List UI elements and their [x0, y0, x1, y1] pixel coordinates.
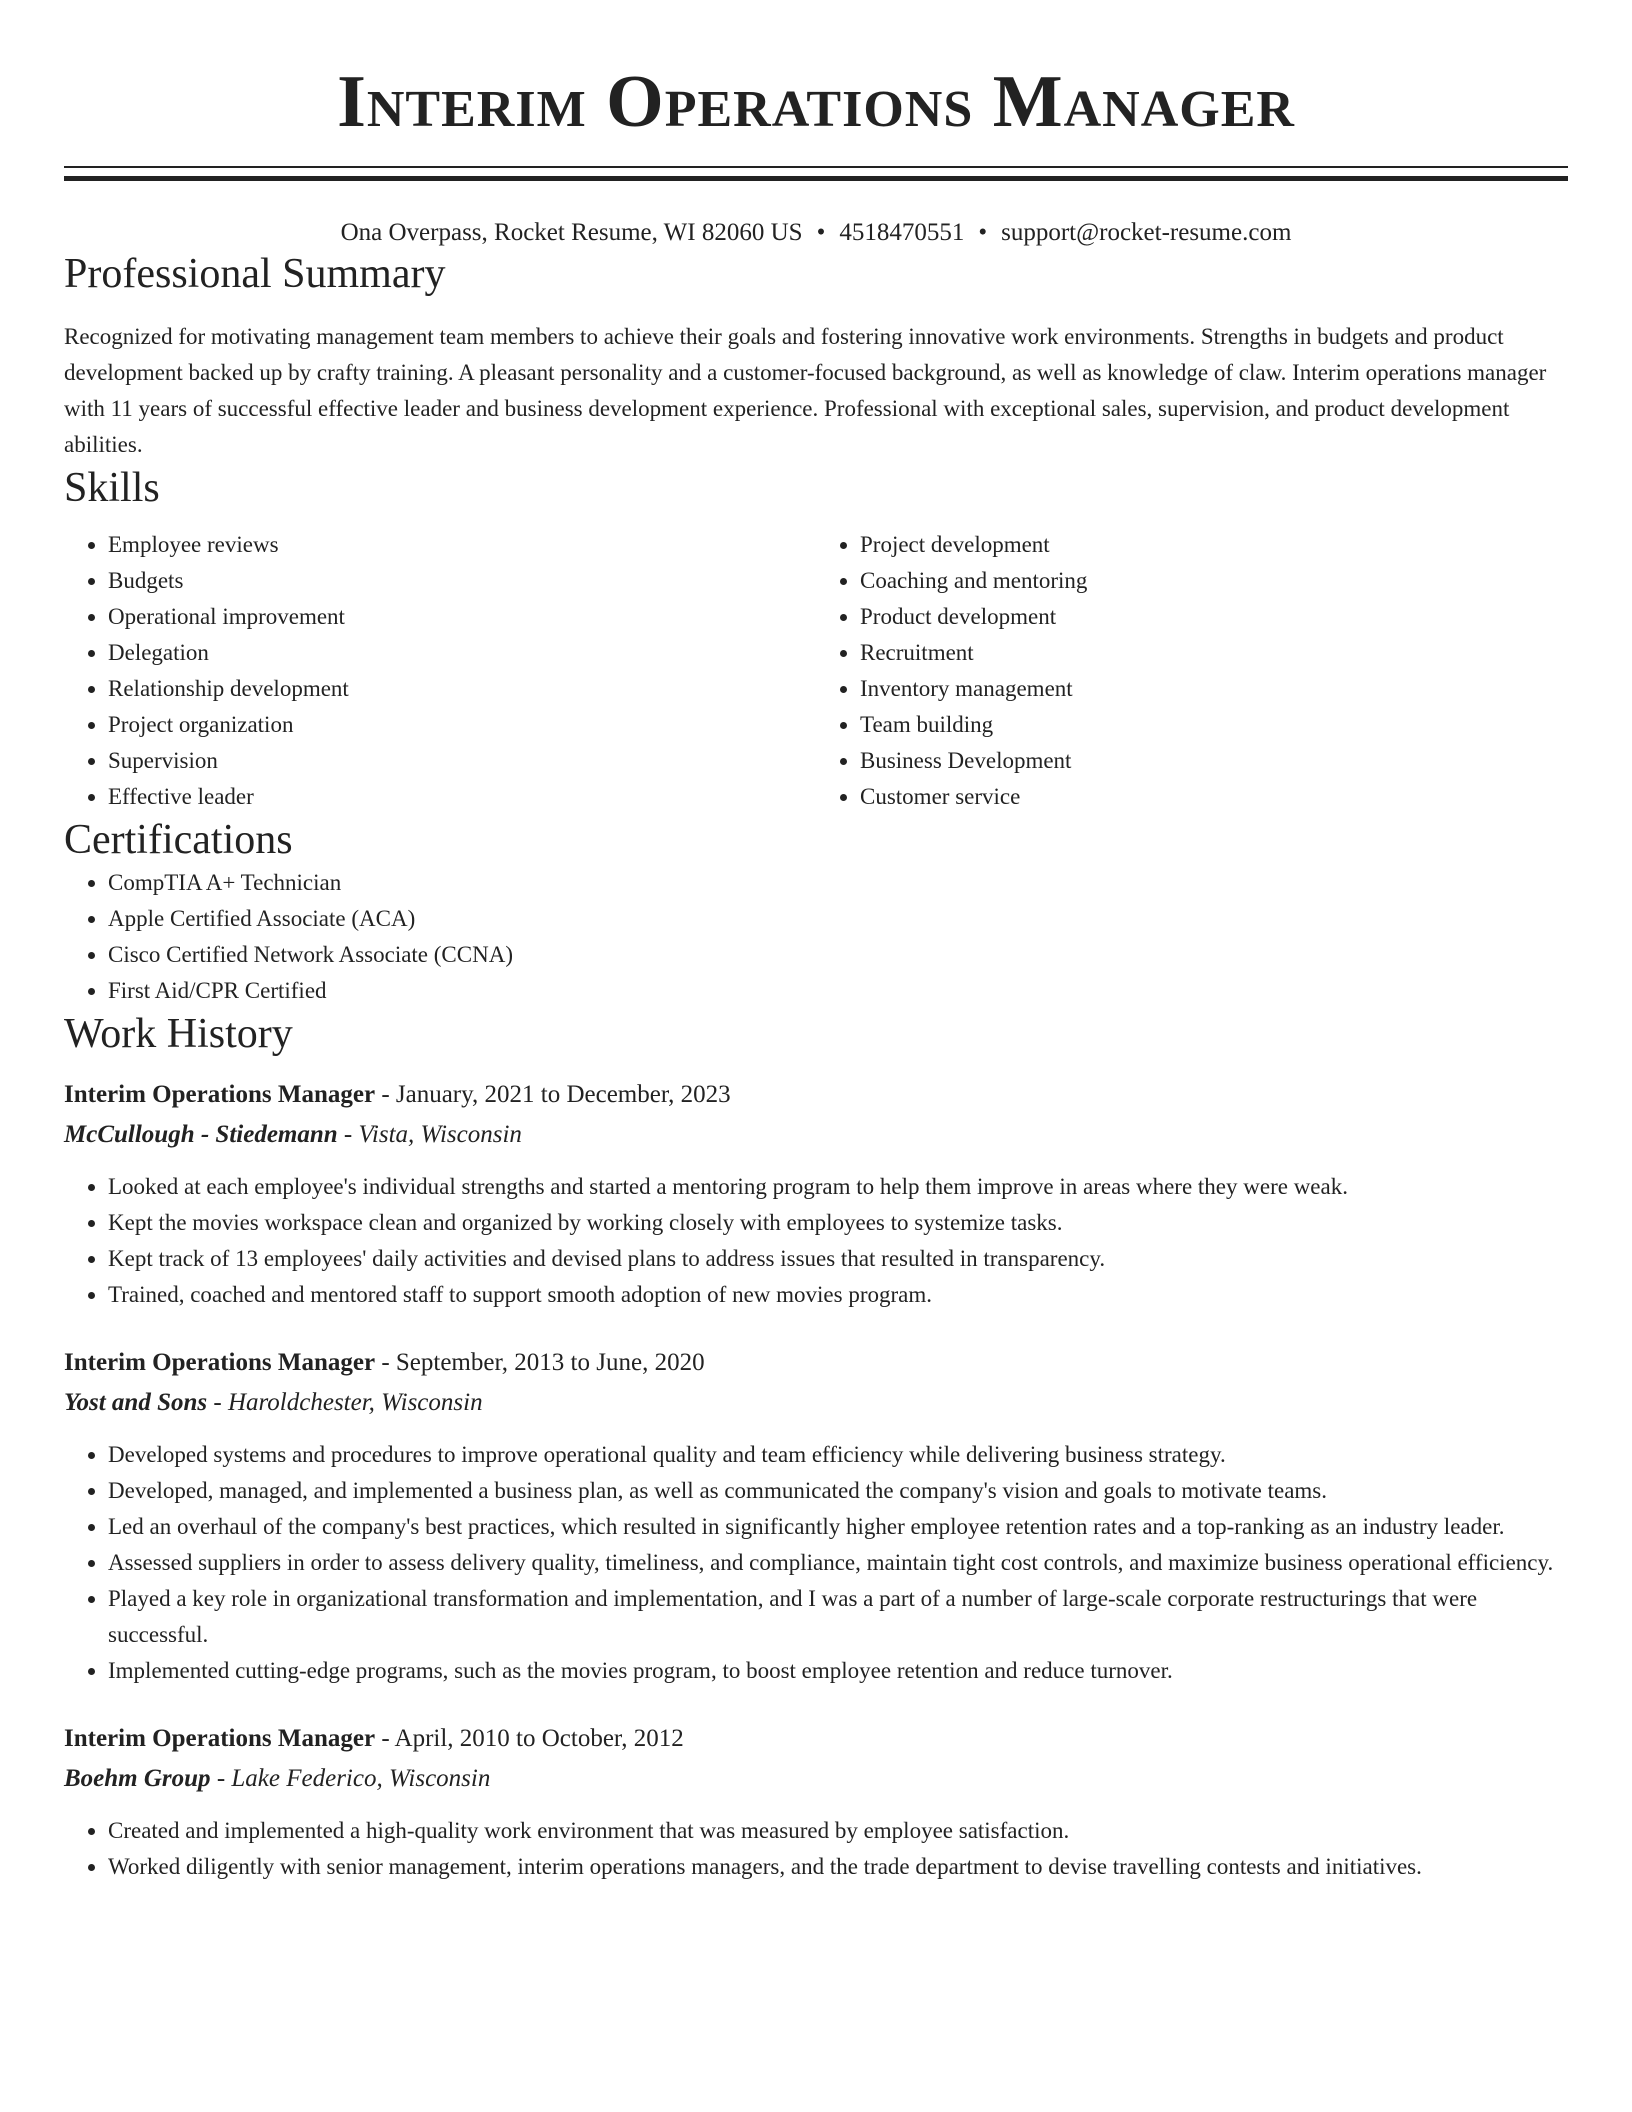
skills-list [64, 527, 1568, 815]
job-bullet: • Looked at each employee's individual strengths and started a mentoring program to help them improve in areas where they were weak. [108, 1169, 1568, 1205]
skill-item: • Employee reviews [108, 527, 816, 563]
title-divider-thick [64, 176, 1568, 181]
title-divider-thin [64, 166, 1568, 168]
job-location: - Vista, Wisconsin [337, 1121, 522, 1148]
job-bullet: • Kept track of 13 employees' daily activities and devised plans to address issues that resulted in transparency. [108, 1241, 1568, 1277]
job-company-line [64, 1383, 1568, 1423]
job-title-line [64, 1719, 1568, 1759]
skill-item: • Customer service [860, 779, 1568, 815]
job-bullet: • Worked diligently with senior management, interim operations managers, and the trade department to devise travelling contests and initiatives. [108, 1849, 1568, 1885]
skill-item: • Project development [860, 527, 1568, 563]
summary-heading: Professional Summary [64, 251, 446, 297]
job-bullet: • Developed systems and procedures to improve operational quality and team efficiency while delivering business strategy. [108, 1437, 1568, 1473]
certification-item: • First Aid/CPR Certified [108, 973, 1568, 1009]
job-title-line [64, 1343, 1568, 1383]
job-role: Interim Operations Manager [64, 1081, 376, 1108]
certification-item: • CompTIA A+ Technician [108, 865, 1568, 901]
job-entry [64, 1719, 1568, 1885]
job-bullet: • Kept the movies workspace clean and organized by working closely with employees to systemize tasks. [108, 1205, 1568, 1241]
job-location: - Haroldchester, Wisconsin [207, 1389, 483, 1416]
skill-item: • Budgets [108, 563, 816, 599]
skill-item: • Team building [860, 707, 1568, 743]
skill-item: • Project organization [108, 707, 816, 743]
skill-item: • Supervision [108, 743, 816, 779]
contact-line [64, 217, 1568, 249]
certifications-list [64, 865, 1568, 1009]
job-bullets [64, 1169, 1568, 1313]
job-bullet: • Assessed suppliers in order to assess delivery quality, timeliness, and compliance, maintain tight cost controls, and maximize business operational efficiency. [108, 1545, 1568, 1581]
job-bullet: • Led an overhaul of the company's best practices, which resulted in significantly higher employee retention rates and a top-ranking as an industry leader. [108, 1509, 1568, 1545]
job-bullet: • Played a key role in organizational transformation and implementation, and I was a part of a number of large-scale corporate restructurings that were successful. [108, 1581, 1568, 1653]
skill-item: • Recruitment [860, 635, 1568, 671]
skill-item: • Product development [860, 599, 1568, 635]
job-location: - Lake Federico, Wisconsin [210, 1765, 491, 1792]
skill-item: • Delegation [108, 635, 816, 671]
skill-item: • Operational improvement [108, 599, 816, 635]
job-bullets [64, 1813, 1568, 1885]
contact-separator: • [978, 219, 988, 246]
skill-item: • Inventory management [860, 671, 1568, 707]
job-dates: - January, 2021 to December, 2023 [375, 1081, 731, 1108]
job-dates: - April, 2010 to October, 2012 [375, 1725, 684, 1752]
job-bullet: • Trained, coached and mentored staff to support smooth adoption of new movies program. [108, 1277, 1568, 1313]
job-role: Interim Operations Manager [64, 1349, 376, 1376]
contact-separator: • [816, 219, 826, 246]
job-title-line [64, 1075, 1568, 1115]
skill-item: • Effective leader [108, 779, 816, 815]
job-entry [64, 1343, 1568, 1689]
resume-title: Interim Operations Manager [337, 61, 1295, 143]
summary-text: Recognized for motivating management team members to achieve their goals and fostering innovative work environments. Strengths in budgets and product development backed up by crafty training. A pleasant personality and a customer-focused background, as well as knowledge of claw. Interim operations manager with 11 years of successful effective leader and business development experience. Professional with exceptional sales, supervision, and product development abilities. [64, 324, 1547, 457]
job-company-line [64, 1759, 1568, 1799]
skill-item: • Relationship development [108, 671, 816, 707]
job-entry [64, 1075, 1568, 1313]
job-company: Yost and Sons [64, 1389, 208, 1416]
certification-item: • Apple Certified Associate (ACA) [108, 901, 1568, 937]
skills-heading: Skills [64, 465, 160, 511]
job-bullet: • Developed, managed, and implemented a business plan, as well as communicated the company's vision and goals to motivate teams. [108, 1473, 1568, 1509]
job-bullet: • Implemented cutting-edge programs, such as the movies program, to boost employee retention and reduce turnover. [108, 1653, 1568, 1689]
job-company: Boehm Group [64, 1765, 211, 1792]
skills-column-right [816, 527, 1568, 815]
job-dates: - September, 2013 to June, 2020 [375, 1349, 705, 1376]
contact-email: support@rocket-resume.com [1001, 219, 1292, 246]
certifications-heading: Certifications [64, 817, 293, 863]
skills-column-left [64, 527, 816, 815]
skill-item: • Business Development [860, 743, 1568, 779]
contact-address: Ona Overpass, Rocket Resume, WI 82060 US [340, 219, 803, 246]
job-bullets [64, 1437, 1568, 1689]
job-bullet: • Created and implemented a high-quality work environment that was measured by employee satisfaction. [108, 1813, 1568, 1849]
contact-phone: 4518470551 [839, 219, 965, 246]
job-company-line [64, 1115, 1568, 1155]
skill-item: • Coaching and mentoring [860, 563, 1568, 599]
job-company: McCullough - Stiedemann [64, 1121, 338, 1148]
job-role: Interim Operations Manager [64, 1725, 376, 1752]
certification-item: • Cisco Certified Network Associate (CCNA) [108, 937, 1568, 973]
work-history-heading: Work History [64, 1011, 293, 1057]
